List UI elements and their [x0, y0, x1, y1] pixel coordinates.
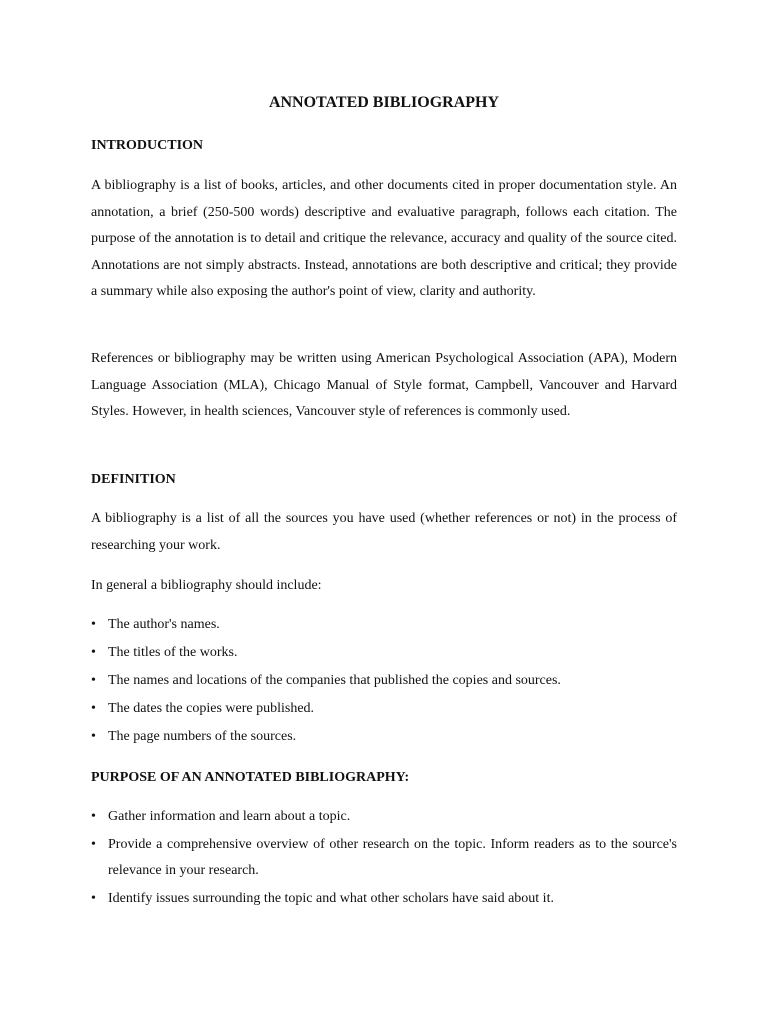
introduction-paragraph-1: A bibliography is a list of books, articles, and other documents cited in proper documentation style. An annotation, a brief (250-500 words) descriptive and evaluative paragraph, follows each citation. The purpose of the annotation is to detail and critique the relevance, accuracy and quality of the source cited. Annotations are not simply abstracts. Instead, annotations are both descriptive and critical; they provide a summary while also exposing the author's point of view, clarity and authority. — [91, 178, 677, 300]
list-item-text: The author's names. — [108, 617, 220, 632]
list-item — [91, 804, 677, 830]
bullet-icon: • — [91, 673, 96, 688]
purpose-heading: PURPOSE OF AN ANNOTATED BIBLIOGRAPHY: — [91, 770, 410, 785]
list-item-text: Identify issues surrounding the topic and what other scholars have said about it. — [108, 891, 554, 906]
definition-heading: DEFINITION — [91, 472, 176, 487]
list-item — [91, 640, 677, 666]
bullet-icon: • — [91, 837, 96, 852]
list-item-text: The titles of the works. — [108, 645, 238, 660]
bullet-icon: • — [91, 809, 96, 824]
bullet-icon: • — [91, 891, 96, 906]
list-item — [91, 612, 677, 638]
bullet-icon: • — [91, 645, 96, 660]
bullet-icon: • — [91, 701, 96, 716]
list-item — [91, 696, 677, 722]
bullet-icon: • — [91, 729, 96, 744]
list-item — [91, 668, 677, 694]
list-item-text: The names and locations of the companies that published the copies and sources. — [108, 673, 561, 688]
list-item — [91, 724, 677, 750]
list-item-text: The page numbers of the sources. — [108, 729, 297, 744]
definition-paragraph-2: In general a bibliography should include: — [91, 578, 322, 593]
list-item — [91, 832, 677, 884]
list-item-text: The dates the copies were published. — [108, 701, 315, 716]
definition-bullet-list — [91, 612, 677, 752]
list-item-text: Provide a comprehensive overview of other research on the topic. Inform readers as to the source's relevance in your research. — [108, 837, 677, 878]
document-title: ANNOTATED BIBLIOGRAPHY — [268, 94, 500, 111]
list-item-text: Gather information and learn about a topic. — [108, 809, 351, 824]
introduction-paragraph-2: References or bibliography may be written using American Psychological Association (APA), Modern Language Association (MLA), Chicago Manual of Style format, Campbell, Vancouver and Harvard Styles. However, in health sciences, Vancouver style of references is commonly used. — [91, 351, 677, 420]
bullet-icon: • — [91, 617, 96, 632]
purpose-bullet-list — [91, 804, 677, 914]
definition-paragraph-1: A bibliography is a list of all the sources you have used (whether references or not) in the process of researching your work. — [91, 511, 677, 553]
introduction-heading: INTRODUCTION — [91, 138, 204, 153]
list-item — [91, 886, 677, 912]
